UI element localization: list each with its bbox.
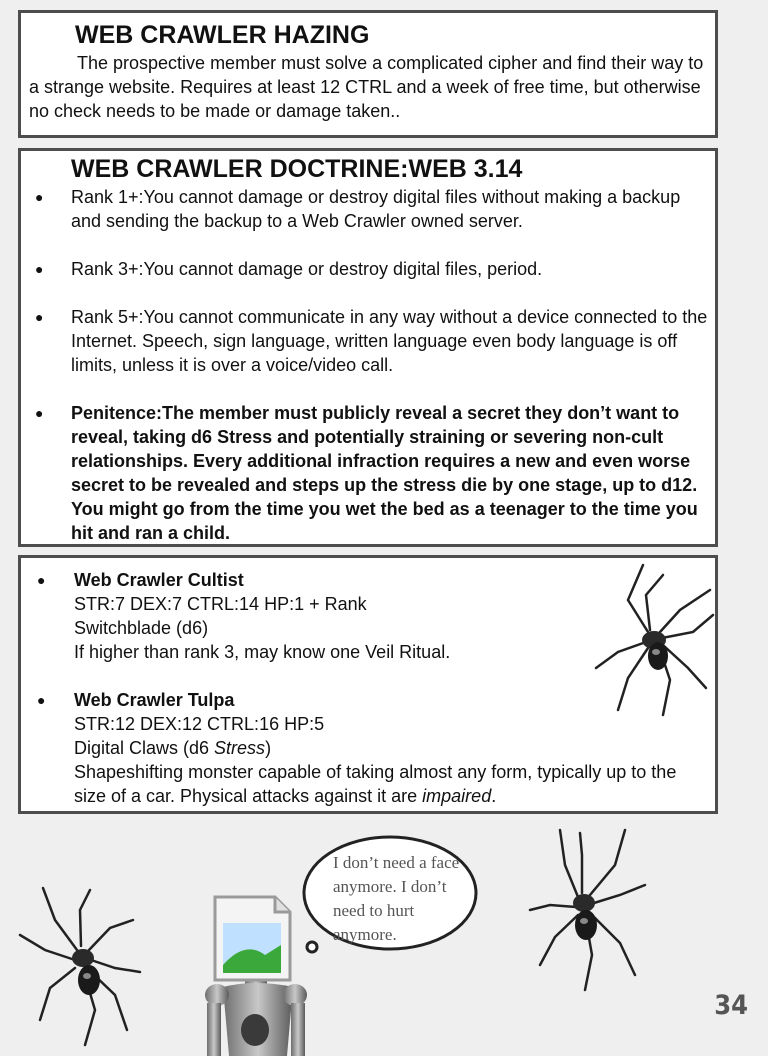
rule-rank-1: Rank 1+:You cannot damage or destroy digital files without making a backup and sending the backup to a Web Crawler owned server.: [71, 187, 681, 231]
tulpa-weapon: Digital Claws (d6 Stress): [74, 738, 272, 758]
page-number: 34: [714, 990, 748, 1021]
cultist-weapon: Switchblade (d6): [74, 618, 209, 638]
bullet: ●: [37, 572, 46, 588]
spider-illustration: [588, 560, 718, 720]
tulpa-description: Shapeshifting monster capable of taking almost any form, typically up to the size of a car. Physical attacks against it are impaired.: [74, 762, 677, 806]
spider-illustration: [15, 880, 145, 1050]
tulpa-stats: STR:12 DEX:12 CTRL:16 HP:5: [74, 714, 325, 734]
hazing-box: [18, 10, 718, 138]
tulpa-name: Web Crawler Tulpa: [74, 690, 235, 710]
rule-rank-3: Rank 3+:You cannot damage or destroy digital files, period.: [71, 259, 543, 279]
doctrine-box: [18, 148, 718, 547]
hazing-title: WEB CRAWLER HAZING: [75, 21, 370, 49]
bullet: ●: [37, 692, 46, 708]
bullet: ●: [35, 405, 44, 421]
broken-image-icon: [215, 897, 290, 980]
bullet: ●: [35, 309, 44, 325]
bullet: ●: [35, 189, 44, 205]
cultist-name: Web Crawler Cultist: [74, 570, 244, 590]
cultist-note: If higher than rank 3, may know one Veil Ritual.: [74, 642, 451, 662]
doctrine-title: WEB CRAWLER DOCTRINE:WEB 3.14: [71, 155, 523, 183]
cultist-stats: STR:7 DEX:7 CTRL:14 HP:1 + Rank: [74, 594, 367, 614]
spider-illustration: [520, 825, 650, 995]
rule-penitence: Penitence:The member must publicly reveal a secret they don’t want to reveal, taking d6 Stress and potentially straining or severing non-cult relationships. Every additional infraction requires a new and even worse secret to be revealed and steps up the stress die by one stage, up to d12. You might go from the time you wet the bed as a teenager to the time you hit and ran a child.: [71, 403, 698, 543]
bullet: ●: [35, 261, 44, 277]
rule-rank-5: Rank 5+:You cannot communicate in any way without a device connected to the Internet. Speech, sign language, written language even body language is off limits, unless it is over a voice/video call.: [71, 307, 708, 375]
hazing-text: The prospective member must solve a complicated cipher and find their way to a strange website. Requires at least 12 CTRL and a week of free time, but otherwise no check needs to be made or damage taken..: [29, 53, 704, 121]
speech-bubble-text: I don’t need a face anymore. I don’t need to hurt anymore.: [333, 853, 460, 944]
